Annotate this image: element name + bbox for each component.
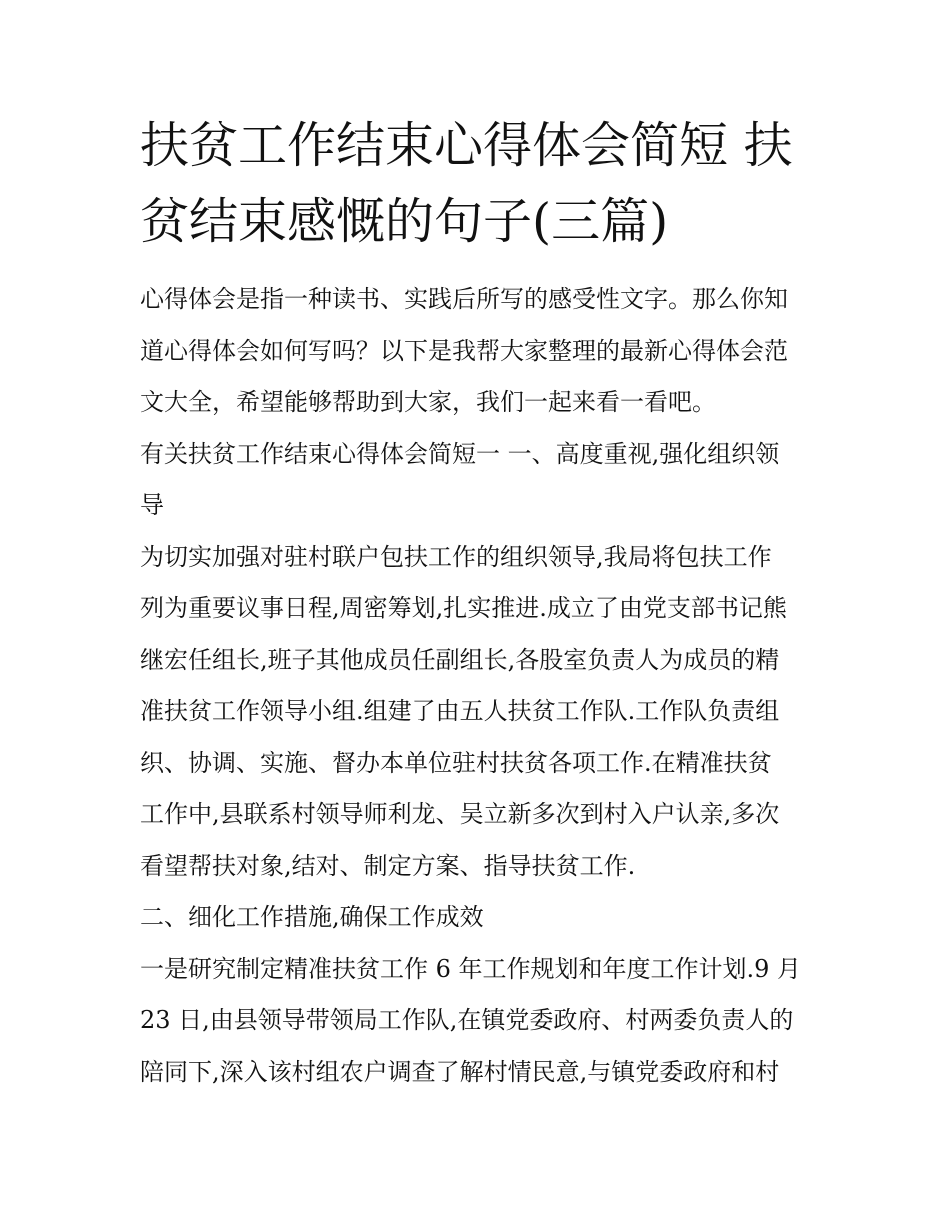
document-title [140,108,812,260]
body-line: 23 日,由县领导带领局工作队,在镇党委政府、村两委负责人的 [140,1006,794,1034]
body-line: 看望帮扶对象,结对、制定方案、指导扶贫工作. [140,851,636,880]
section-heading-line: 导 [140,491,164,519]
document-body [140,274,812,1098]
body-line: 道心得体会如何写吗？以下是我帮大家整理的最新心得体会范 [140,336,788,365]
body-line: 一是研究制定精准扶贫工作 6 年工作规划和年度工作计划.9 月 [140,954,802,983]
body-line: 为切实加强对驻村联户包扶工作的组织领导,我局将包扶工作 [140,542,772,571]
body-line: 准扶贫工作领导小组.组建了由五人扶贫工作队.工作队负责组 [140,697,780,725]
document-page [140,108,812,1098]
body-line: 文大全，希望能够帮助到大家，我们一起来看一看吧。 [140,388,716,416]
body-line: 列为重要议事日程,周密筹划,扎实推进.成立了由党支部书记熊 [140,594,787,622]
body-line: 继宏任组长,班子其他成员任副组长,各股室负责人为成员的精 [140,645,780,674]
title-line: 贫结束感慨的句子(三篇) [140,193,669,250]
section-heading-line: 二、细化工作措施,确保工作成效 [140,903,484,931]
title-line: 扶贫工作结束心得体会简短 扶 [140,117,793,174]
body-line: 陪同下,深入该村组农户调查了解村情民意,与镇党委政府和村 [140,1057,780,1086]
section-heading-line: 有关扶贫工作结束心得体会简短一 一、高度重视,强化组织领 [140,439,780,468]
body-line: 工作中,县联系村领导师利龙、吴立新多次到村入户认亲,多次 [140,800,780,828]
body-line: 织、协调、实施、督办本单位驻村扶贫各项工作.在精准扶贫 [140,748,772,777]
body-line: 心得体会是指一种读书、实践后所写的感受性文字。那么你知 [140,285,788,313]
